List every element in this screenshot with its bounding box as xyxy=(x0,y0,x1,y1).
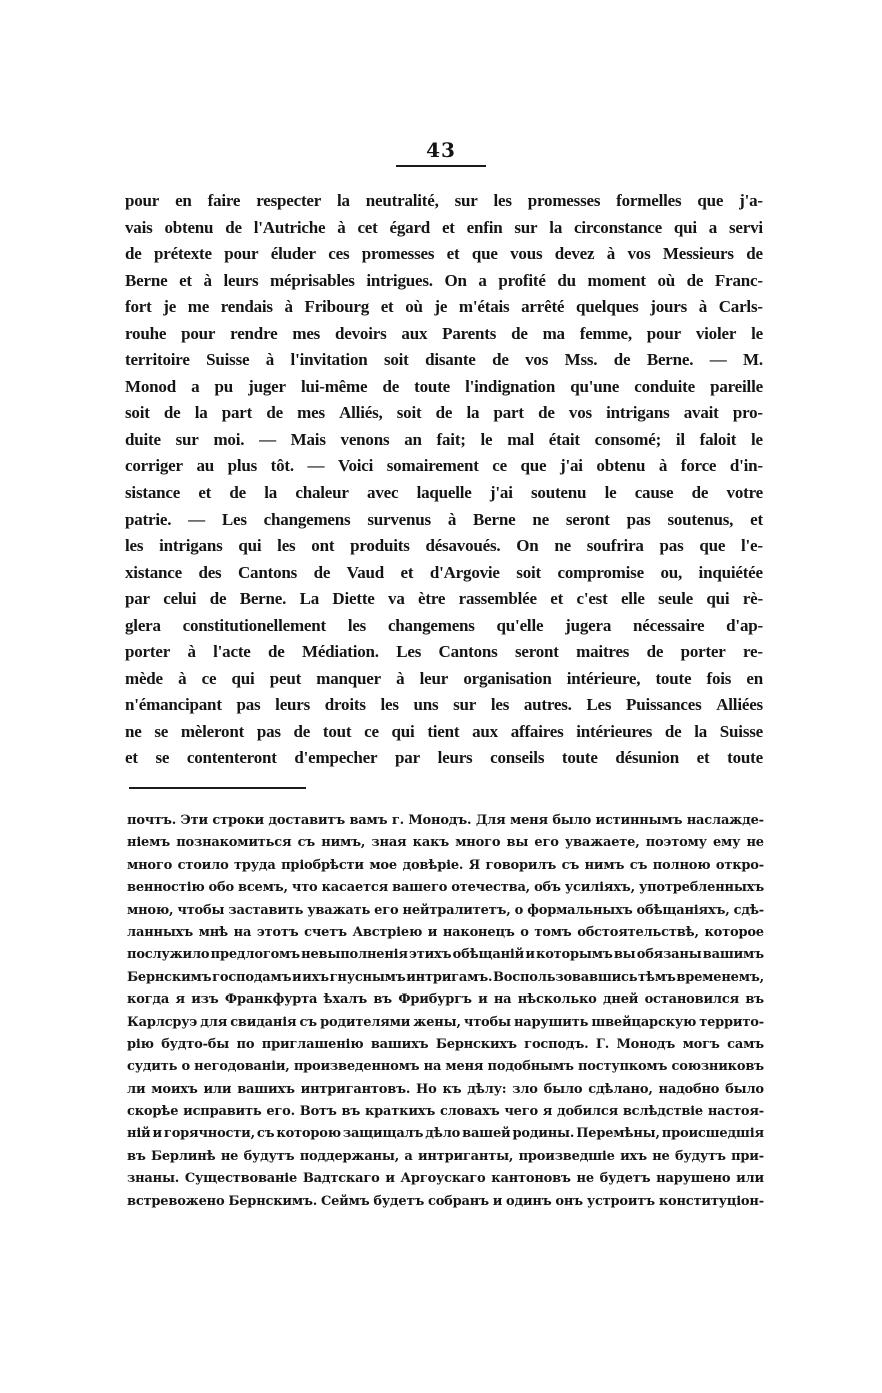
text-line: судить о негодованіи, произведенномъ на меня подобнымъ поступкомъ союзниковъ xyxy=(127,1059,764,1075)
text-line: mède à ce qui peut manquer à leur organisation intérieure, toute fois en xyxy=(125,668,763,688)
text-line: ланныхъ мнѣ на этотъ счетъ Австріею и наконецъ о томъ обстоятельствѣ, которое xyxy=(127,924,764,940)
text-line: et se contenteront d'empecher par leurs conseils toute désunion et toute xyxy=(125,748,763,768)
main-text xyxy=(125,191,763,775)
text-line: много стоило труда пріобрѣсти мое довѣріе. Я говорилъ съ нимъ съ полною откро- xyxy=(127,857,764,873)
text-line: знаны. Существованіе Вадтскаго и Аргоускаго кантоновъ не будетъ нарушено или xyxy=(127,1171,764,1187)
text-line: Карлсруэ для свиданія съ родителями жены, чтобы нарушить швейцарскую террито- xyxy=(127,1014,764,1030)
footnote-text xyxy=(127,813,764,1216)
text-line: glera constitutionellement les changemens qu'elle jugera nécessaire d'ap- xyxy=(125,615,763,635)
text-line: встревожено Бернскимъ. Сеймъ будетъ собранъ и одинъ онъ устроитъ конституціон- xyxy=(127,1193,764,1209)
text-line: ній и горячности, съ которою защищалъ дѣло вашей родины. Перемѣны, происшедшія xyxy=(127,1126,764,1142)
text-line: n'émancipant pas leurs droits les uns sur les autres. Les Puissances Alliées xyxy=(125,695,763,715)
page-number-rule xyxy=(396,165,486,167)
text-line: Бернскимъ господамъ и ихъ гнуснымъ интригамъ. Воспользовавшись тѣмъ временемъ, xyxy=(127,969,764,985)
page-header xyxy=(0,138,882,167)
text-line: послужило предлогомъ невыполненія этихъ обѣщаній и которымъ вы обязаны вашимъ xyxy=(127,947,764,963)
page-number: 43 xyxy=(426,138,456,162)
text-line: Berne et à leurs méprisables intrigues. On a profité du moment où de Franc- xyxy=(125,270,763,290)
text-line: ли моихъ или вашихъ интригантовъ. Но къ дѣлу: зло было сдѣлано, надобно было xyxy=(127,1081,764,1097)
text-line: fort je me rendais à Fribourg et où je m'étais arrêté quelques jours à Carls- xyxy=(125,297,763,317)
text-line: почтъ. Эти строки доставитъ вамъ г. Монодъ. Для меня было истиннымъ наслажде- xyxy=(127,813,764,828)
text-line: de prétexte pour éluder ces promesses et que vous devez à vos Messieurs de xyxy=(125,244,763,264)
text-line: duite sur moi. — Mais venons an fait; le mal était consomé; il faloit le xyxy=(125,429,763,449)
text-line: soit de la part de mes Alliés, soit de la part de vos intrigans avait pro- xyxy=(125,403,763,423)
text-line: венностію обо всемъ, что касается вашего отечества, объ усиліяхъ, употребленныхъ xyxy=(127,880,764,896)
text-line: скорѣе исправить его. Вотъ въ краткихъ словахъ чего я добился вслѣдствіе настоя- xyxy=(127,1104,764,1120)
text-line: porter à l'acte de Médiation. Les Cantons seront maitres de porter re- xyxy=(125,642,763,662)
text-line: мною, чтобы заставить уважать его нейтралитетъ, о формальныхъ обѣщаніяхъ, сдѣ- xyxy=(127,902,764,918)
footnote-separator xyxy=(129,787,306,789)
text-line: рію будто-бы по приглашенію вашихъ Бернскихъ господъ. Г. Монодъ могъ самъ xyxy=(127,1036,764,1052)
text-line: par celui de Berne. La Diette va ètre rassemblée et c'est elle seule qui rè- xyxy=(125,589,763,609)
text-line: ne se mèleront pas de tout ce qui tient aux affaires intérieures de la Suisse xyxy=(125,721,763,741)
text-line: sistance et de la chaleur avec laquelle j'ai soutenu le cause de votre xyxy=(125,483,763,503)
text-line: territoire Suisse à l'invitation soit disante de vos Mss. de Berne. — M. xyxy=(125,350,763,370)
text-line: xistance des Cantons de Vaud et d'Argovie soit compromise ou, inquiétée xyxy=(125,562,763,582)
text-line: patrie. — Les changemens survenus à Berne ne seront pas soutenus, et xyxy=(125,509,763,529)
text-line: когда я изъ Франкфурта ѣхалъ въ Фрибургъ и на нѣсколько дней остановился въ xyxy=(127,992,764,1008)
text-line: corriger au plus tôt. — Voici somairement ce que j'ai obtenu à force d'in- xyxy=(125,456,763,476)
text-line: les intrigans qui les ont produits désavoués. On ne soufrira pas que l'e- xyxy=(125,536,763,556)
text-line: vais obtenu de l'Autriche à cet égard et enfin sur la circonstance qui a servi xyxy=(125,217,763,237)
text-line: Monod a pu juger lui-même de toute l'indignation qu'une conduite pareille xyxy=(125,376,763,396)
text-line: pour en faire respecter la neutralité, sur les promesses formelles que j'a- xyxy=(125,191,763,210)
text-line: въ Берлинѣ не будутъ поддержаны, а интриганты, произведшіе ихъ не будутъ при- xyxy=(127,1148,764,1164)
text-line: rouhe pour rendre mes devoirs aux Parents de ma femme, pour violer le xyxy=(125,323,763,343)
text-line: ніемъ познакомиться съ нимъ, зная какъ много вы его уважаете, поэтому ему не xyxy=(127,835,764,851)
